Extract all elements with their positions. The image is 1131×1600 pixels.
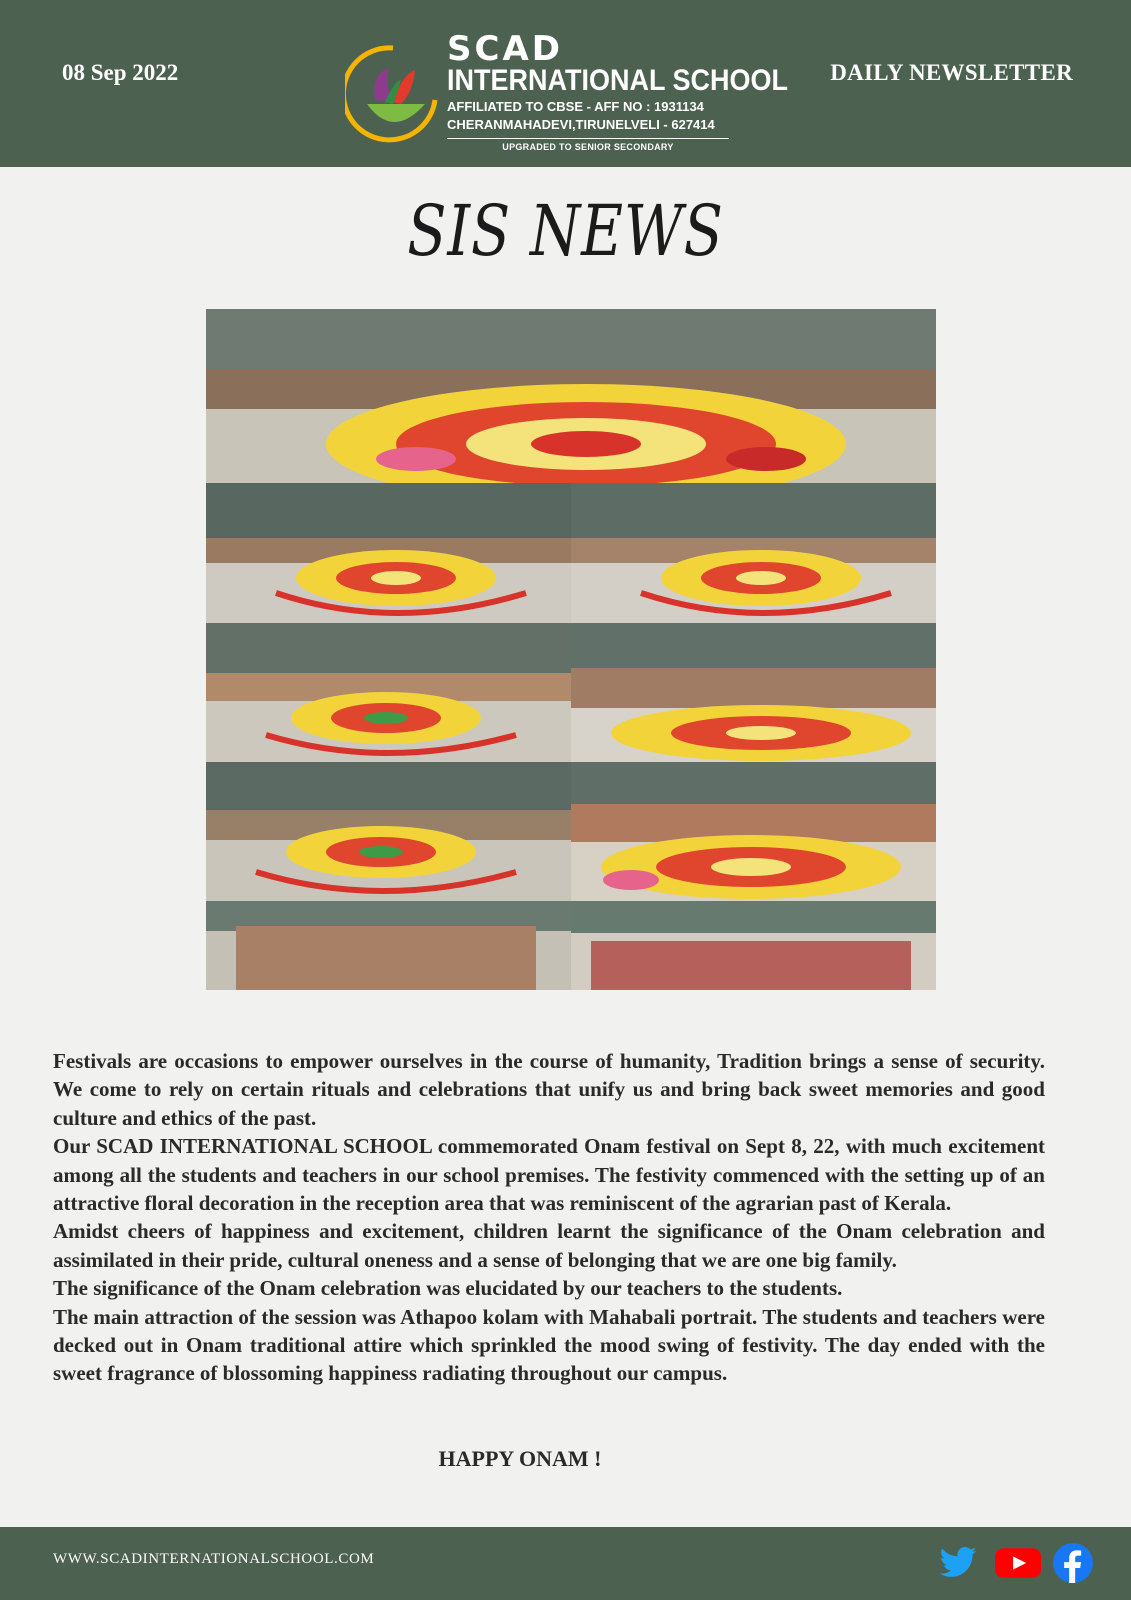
logo-upgrade: UPGRADED TO SENIOR SECONDARY [447,138,729,152]
collage-photo-6 [206,762,571,901]
article-paragraph: The main attraction of the session was Athapoo kolam with Mahabali portrait. The students and teachers were decked out in Onam traditional attire which sprinkled the mood swing of festivity. The day ended with the sweet fragrance of blossoming happiness radiating throughout our campus. [53,1304,1045,1386]
collage-photo-3 [571,483,936,623]
collage-photo-9 [571,901,936,990]
newsletter-header [0,0,1131,167]
website-link[interactable]: WWW.SCADINTERNATIONALSCHOOL.COM [53,1551,375,1567]
logo-brand: SCAD [447,29,563,69]
twitter-icon[interactable] [938,1543,978,1583]
closing-greeting: HAPPY ONAM ! [438,1446,602,1471]
scad-emblem-icon [345,40,441,152]
facebook-icon[interactable] [1053,1543,1093,1583]
article-paragraph: Festivals are occasions to empower ourselves in the course of humanity, Tradition brings a sense of security. We come to rely on certain rituals and celebrations that unify us and bring back sweet memories and good culture and ethics of the past. [53,1049,1045,1130]
logo-address: CHERANMAHADEVI,TIRUNELVELI - 627414 [447,117,715,132]
collage-photo-4 [206,623,571,762]
collage-photo-2 [206,483,571,623]
newsletter-label: DAILY NEWSLETTER [830,60,1073,85]
collage-photo-5 [571,623,936,762]
onam-photo-collage [206,309,936,990]
collage-photo-1 [206,309,936,483]
article-paragraph: Amidst cheers of happiness and excitement, children learnt the significance of the Onam celebration and assimilated in their pride, cultural oneness and a sense of belonging that we are one big family. [53,1219,1045,1272]
collage-photo-7 [571,762,936,901]
collage-photo-8 [206,901,571,990]
section-title: SIS NEWS [407,190,724,272]
school-logo [345,29,789,154]
youtube-icon[interactable] [995,1543,1041,1583]
article-paragraph: Our SCAD INTERNATIONAL SCHOOL commemorated Onam festival on Sept 8, 22, with much excitement among all the students and teachers in our school premises. The festivity commenced with the setting up of an attractive floral decoration in the reception area that was reminiscent of the agrarian past of Kerala. [53,1134,1045,1216]
article-body [53,1047,1045,1388]
article-paragraph: The significance of the Onam celebration was elucidated by our teachers to the students. [53,1276,843,1301]
newsletter-date: 08 Sep 2022 [62,60,179,85]
logo-affiliation: AFFILIATED TO CBSE - AFF NO : 1931134 [447,99,704,114]
logo-school-name: INTERNATIONAL SCHOOL [447,64,789,97]
newsletter-footer [0,1527,1131,1600]
